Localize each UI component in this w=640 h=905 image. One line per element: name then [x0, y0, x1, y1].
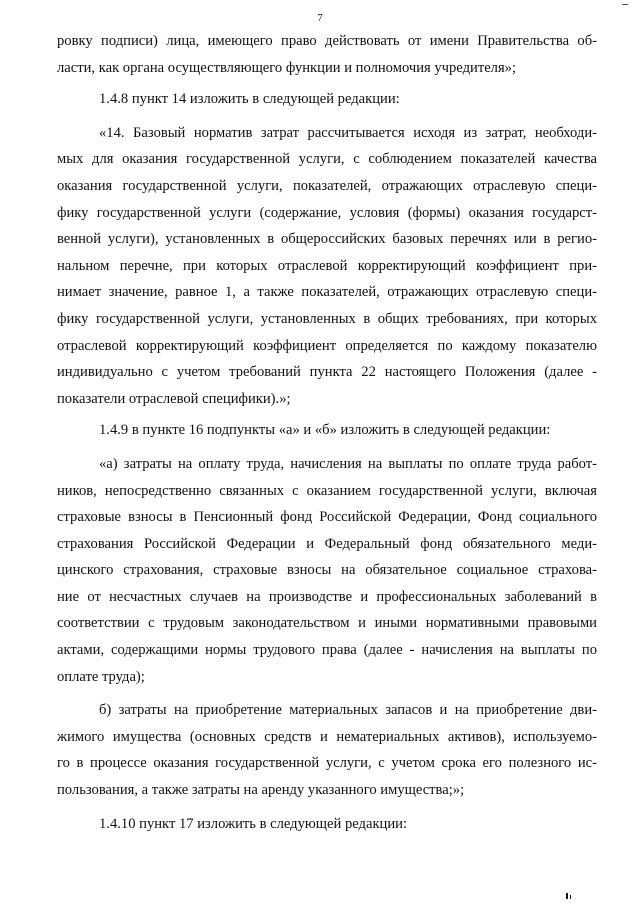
text-line: го в процессе оказания государственной услуги, с учетом срока его полезного ис-: [57, 755, 597, 772]
text-line: цинского страхования, страховые взносы на обязательное социальное страхова-: [57, 562, 597, 579]
paragraph-item-1-4-10: [57, 811, 597, 838]
page-number: 7: [317, 12, 323, 24]
paragraph-subpoint-a: [57, 451, 597, 690]
paragraph-continuation: [57, 28, 597, 81]
text-line: пользования, а также затраты на аренду указанного имущества;»;: [57, 782, 465, 799]
text-line: нальном перечне, при которых отраслевой корректирующий коэффициент при-: [57, 257, 597, 274]
text-line: фику государственной услуги (содержание, условия (формы) оказания государст-: [57, 204, 597, 221]
text-line: нимает значение, равное 1, а также показателей, отражающих отраслевую специ-: [57, 284, 597, 301]
text-line: мых для оказания государственной услуги, с соблюдением показателей качества: [57, 151, 597, 168]
text-line: фику государственной услуги, установленных в общих требованиях, при которых: [57, 310, 597, 327]
paragraph-subpoint-b: [57, 697, 597, 803]
text-line: 1.4.10 пункт 17 изложить в следующей редакции:: [99, 815, 408, 832]
paragraph-item-1-4-9: [57, 417, 597, 444]
text-line: б) затраты на приобретение материальных запасов и на приобретение дви-: [99, 702, 597, 719]
text-line: оказания государственной услуги, показателей, отражающих отраслевую специ-: [57, 177, 597, 194]
text-line: 1.4.8 пункт 14 изложить в следующей редакции:: [99, 91, 400, 108]
text-line: показатели отраслевой специфики).»;: [57, 390, 291, 407]
paragraph-item-1-4-8: [57, 86, 597, 113]
text-line: ников, непосредственно связанных с оказанием государственной услуги, включая: [57, 482, 597, 499]
text-line: «а) затраты на оплату труда, начисления на выплаты по оплате труда работ-: [99, 455, 597, 472]
paragraph-point-14: [57, 120, 597, 413]
text-line: актами, содержащими нормы трудового права (далее - начисления на выплаты по: [57, 642, 597, 659]
text-line: страхования Российской Федерации и Федеральный фонд обязательного меди-: [57, 535, 597, 552]
document-body: [57, 28, 597, 837]
text-line: оплате труда);: [57, 668, 145, 685]
text-line: соответствии с трудовым законодательством и иными нормативными правовыми: [57, 615, 597, 632]
corner-mark: [622, 0, 628, 5]
text-line: «14. Базовый норматив затрат рассчитывается исходя из затрат, необходи-: [99, 124, 597, 141]
text-line: жимого имущества (основных средств и нематериальных активов), используемо-: [57, 728, 597, 745]
text-line: страховые взносы в Пенсионный фонд Российской Федерации, Фонд социального: [57, 509, 597, 526]
text-line: ровку подписи) лица, имеющего право действовать от имени Правительства об-: [57, 33, 597, 49]
scan-mark: [566, 893, 572, 899]
text-line: ласти, как органа осуществляющего функции и полномочия учредителя»;: [57, 59, 517, 76]
text-line: ние от несчастных случаев на производстве и профессиональных заболеваний в: [57, 588, 597, 605]
text-line: отраслевой корректирующий коэффициент определяется по каждому показателю: [57, 337, 597, 354]
text-line: 1.4.9 в пункте 16 подпункты «а» и «б» изложить в следующей редакции:: [99, 422, 551, 439]
text-line: венной услуги), установленных в общероссийских базовых перечнях или в регио-: [57, 231, 597, 248]
text-line: индивидуально с учетом требований пункта 22 настоящего Положения (далее -: [57, 364, 597, 381]
